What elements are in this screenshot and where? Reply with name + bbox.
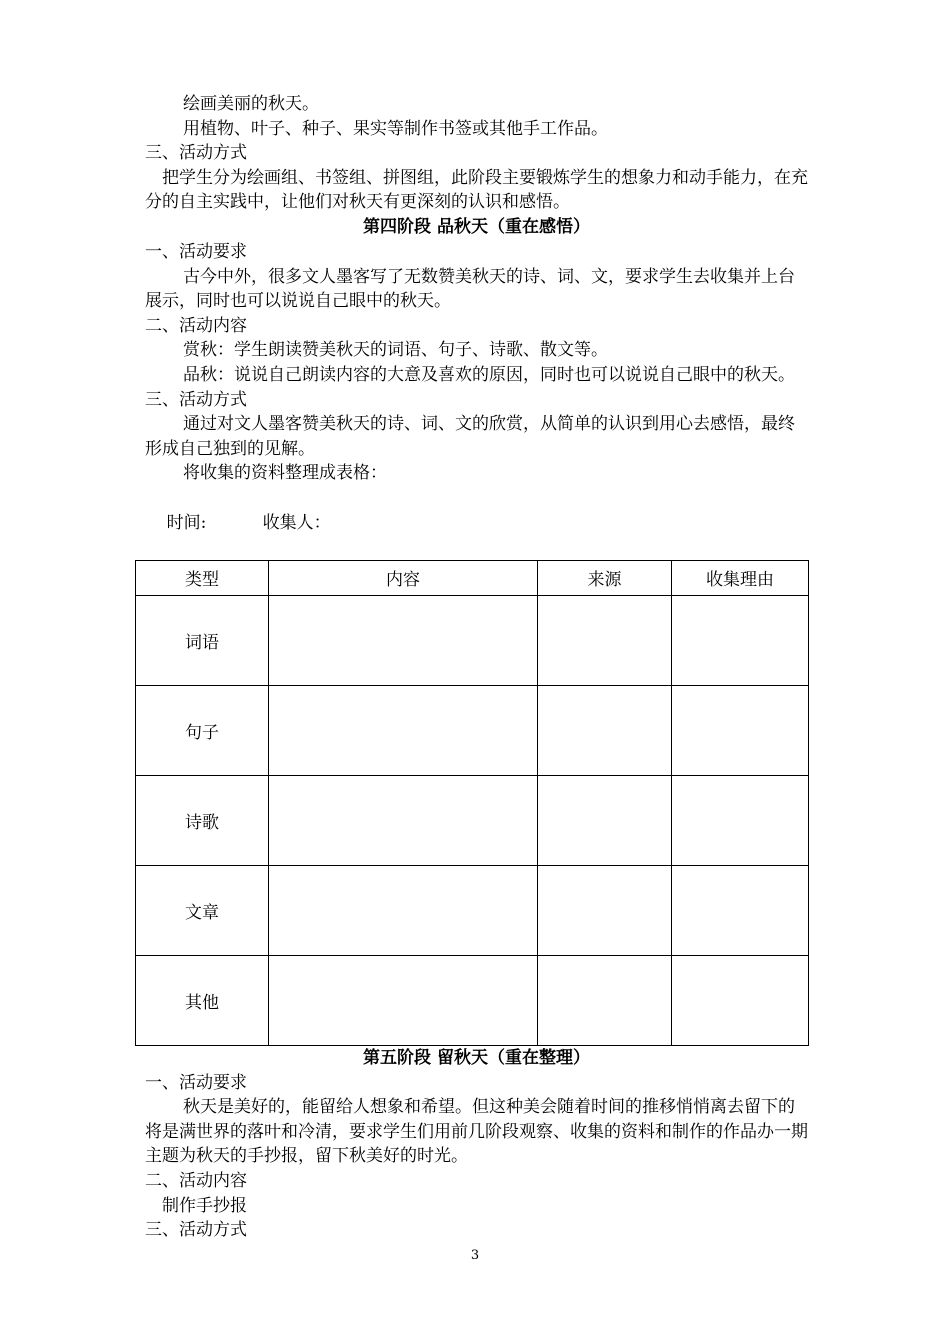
stage5-title: 第五阶段 留秋天（重在整理） (363, 1047, 590, 1068)
section-heading: 一、活动要求 (145, 241, 247, 262)
table-cell (538, 685, 672, 775)
row-type: 词语 (136, 595, 269, 685)
row-type: 句子 (136, 685, 269, 775)
table-cell (672, 955, 809, 1045)
table-cell (269, 865, 538, 955)
time-label: 时间: (166, 512, 207, 533)
table-cell (269, 685, 538, 775)
paragraph: 绘画美丽的秋天。 (183, 94, 319, 114)
section-heading: 三、活动方式 (145, 389, 247, 410)
row-type: 其他 (136, 955, 269, 1045)
table-header: 收集理由 (672, 560, 809, 595)
table-row (136, 595, 809, 685)
section-heading: 一、活动要求 (145, 1072, 247, 1093)
table-cell (672, 775, 809, 865)
paragraph: 通过对文人墨客赞美秋天的诗、词、文的欣赏，从简单的认识到用心去感悟，最终形成自己独到的见解。 (145, 414, 795, 459)
table-meta (145, 486, 808, 560)
paragraph: 品秋：说说自己朗读内容的大意及喜欢的原因，同时也可以说说自己眼中的秋天。 (183, 364, 795, 385)
section-heading: 二、活动内容 (145, 1171, 247, 1192)
table-row (136, 865, 809, 955)
row-type: 诗歌 (136, 775, 269, 865)
table-cell (538, 775, 672, 865)
table-row (136, 955, 809, 1045)
table-row (136, 685, 809, 775)
table-header-row (136, 560, 809, 595)
table-row (136, 775, 809, 865)
collection-table (135, 560, 809, 1046)
section-heading: 三、活动方式 (145, 1220, 247, 1241)
row-type: 文章 (136, 865, 269, 955)
collector-label: 收集人： (262, 512, 331, 533)
table-cell (269, 955, 538, 1045)
paragraph: 将收集的资料整理成表格： (183, 463, 387, 484)
table-cell (672, 595, 809, 685)
page-number: 3 (470, 1248, 480, 1263)
table-header: 内容 (269, 560, 538, 595)
table-header: 类型 (136, 560, 269, 595)
table-cell (269, 595, 538, 685)
table-cell (538, 865, 672, 955)
section-heading: 二、活动内容 (145, 315, 247, 336)
paragraph: 古今中外，很多文人墨客写了无数赞美秋天的诗、词、文，要求学生去收集并上台展示，同时也可以说说自己眼中的秋天。 (145, 266, 795, 312)
table-cell (538, 595, 672, 685)
table-cell (672, 685, 809, 775)
table-header: 来源 (538, 560, 672, 595)
paragraph: 赏秋：学生朗读赞美秋天的词语、句子、诗歌、散文等。 (183, 340, 608, 361)
stage4-title: 第四阶段 品秋天（重在感悟） (363, 216, 590, 237)
table-cell (538, 955, 672, 1045)
paragraph: 把学生分为绘画组、书签组、拼图组，此阶段主要锻炼学生的想象力和动手能力，在充分的自主实践中，让他们对秋天有更深刻的认识和感悟。 (145, 167, 808, 213)
table-cell (269, 775, 538, 865)
paragraph: 用植物、叶子、种子、果实等制作书签或其他手工作品。 (183, 118, 608, 139)
table-cell (672, 865, 809, 955)
paragraph: 制作手抄报 (162, 1195, 247, 1216)
document-page (145, 92, 808, 1243)
section-heading: 三、活动方式 (145, 143, 247, 164)
paragraph: 秋天是美好的，能留给人想象和希望。但这种美会随着时间的推移悄悄离去留下的将是满世界的落叶和冷清，要求学生们用前几阶段观察、收集的资料和制作的作品办一期主题为秋天的手抄报，留下秋美好的时光。 (145, 1097, 808, 1167)
